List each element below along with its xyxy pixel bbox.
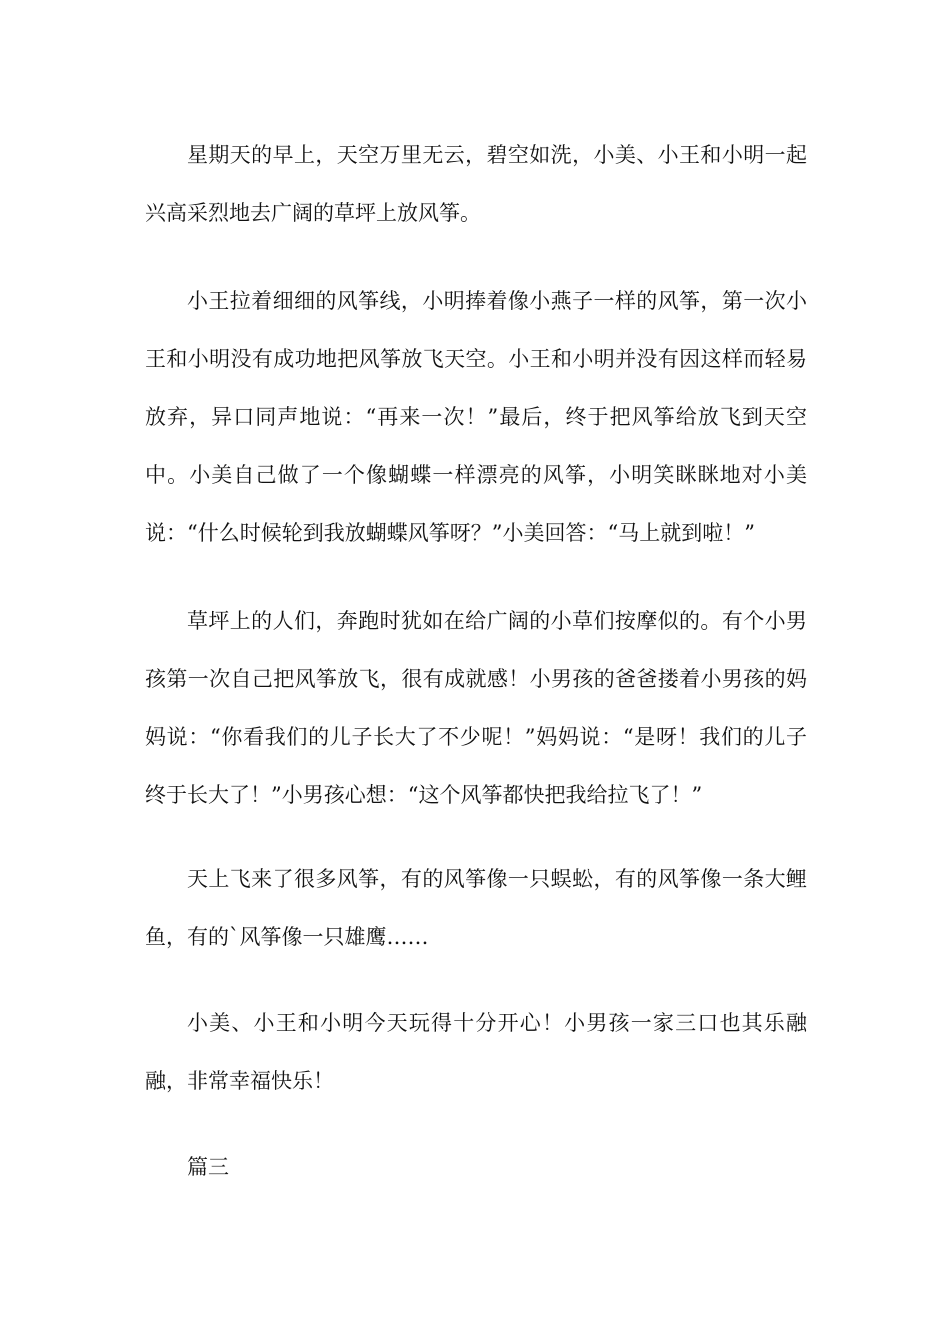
paragraph-1: 星期天的早上，天空万里无云，碧空如洗，小美、小王和小明一起兴高采烈地去广阔的草坪上放风筝。	[145, 143, 807, 225]
paragraph-5: 小美、小王和小明今天玩得十分开心！小男孩一家三口也其乐融融，非常幸福快乐！	[145, 1011, 807, 1093]
paragraph-3: 草坪上的人们，奔跑时犹如在给广阔的小草们按摩似的。有个小男孩第一次自己把风筝放飞，很有成就感！小男孩的爸爸搂着小男孩的妈妈说：“你看我们的儿子长大了不少呢！”妈妈说：“是呀！我们的儿子终于长大了！”小男孩心想：“这个风筝都快把我给拉飞了！”	[145, 609, 807, 807]
paragraph-2: 小王拉着细细的风筝线，小明捧着像小燕子一样的风筝，第一次小王和小明没有成功地把风筝放飞天空。小王和小明并没有因这样而轻易放弃，异口同声地说：“再来一次！”最后，终于把风筝给放飞到天空中。小美自己做了一个像蝴蝶一样漂亮的风筝，小明笑眯眯地对小美说：“什么时候轮到我放蝴蝶风筝呀？”小美回答：“马上就到啦！”	[145, 289, 807, 545]
section-heading: 篇三	[187, 1155, 229, 1179]
paragraph-4: 天上飞来了很多风筝，有的风筝像一只蜈蚣，有的风筝像一条大鲤鱼，有的`风筝像一只雄鹰……	[145, 867, 807, 949]
